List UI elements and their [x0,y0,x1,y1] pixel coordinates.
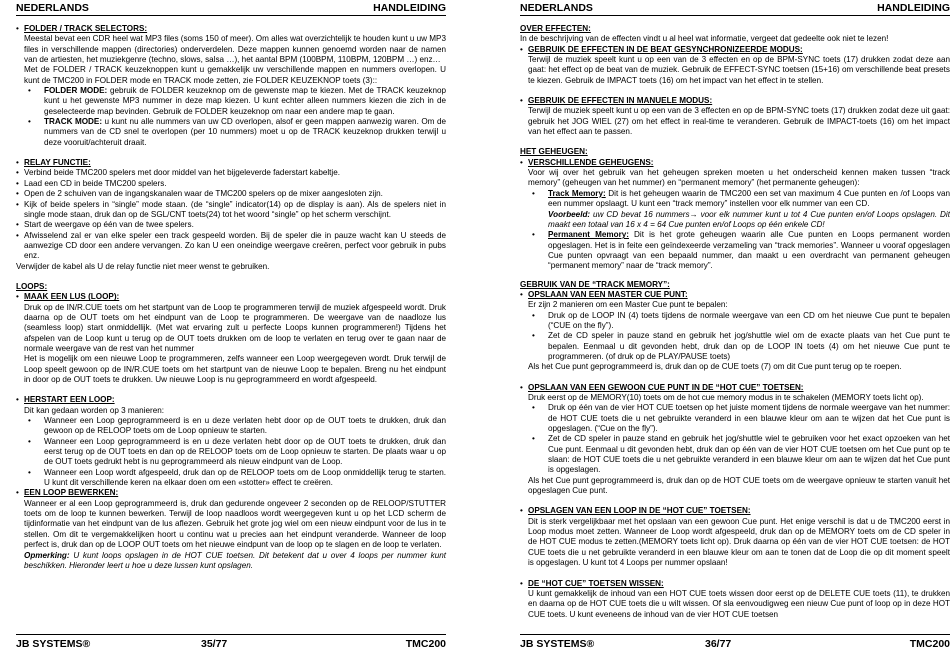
folder-paragraph: Meestal bevat een CDR heel wat MP3 files (soms 150 of meer). Om alles wat overzichtelijk te houden kunt u uw MP3 files in verschillende mappen (directories) onderverdelen. Deze mappen kunnen genoemd worden naar de namen van de artiesten, het muziekgenre (techno, slows, salsa …), het aantal BPM (100BPM, 110BPM, 120BPM …) enz… [24,34,446,65]
list-item: • Wanneer een Loop wordt afgespeeld, druk dan op de RELOOP toets om de Loop onmiddellijk terug te starten. U kunt dit verschillende keren na elkaar doen om een «stotter» effect te creëren. [16,468,446,489]
edit-loop-paragraph: Wanneer er al een Loop geprogrammeerd is, druk dan gedurende ongeveer 2 seconden op de RELOOP/STUTTER toets om de loop te kunnen bewerken. Terwijl de loop naadloos wordt weergegeven kunt u op het LCD scherm de tijdinformatie van het eindpunt van de lus aflezen. Gebruik het grote jog wiel om een nieuw eindpunt voor de lus in te stellen. Om dit te vergemakkelijken hoort u continu wat u precies aan het eindpunt veranderde. Wanneer de loop perfect is, druk dan op de LOOP OUT toets om het nieuwe eindpunt van de loop op te slagen en de loop te verlaten. [24,498,446,550]
restart-intro: Dit kan gedaan worden op 3 manieren: [24,405,165,415]
folder-heading: FOLDER / TRACK SELECTORS: [24,24,148,33]
header-language: NEDERLANDS [520,2,593,14]
list-item: • Wanneer een Loop geprogrammeerd is en u deze verlaten hebt door op de OUT toets te drukken, druk dan gewoon op de RELOOP toets om de Loop opnieuw te starten. [16,416,446,437]
page-content [520,24,950,620]
edit-loop-note: Opmerking: U kunt loops opslagen in de HOT CUE toetsen. Dit betekent dat u over 4 loops per nummer kunt beschikken. Hieronder leert u hoe u deze lussen kunt opslagen. [24,550,446,570]
list-item: • Permanent Memory: Dit is het grote geheugen waarin alle Cue punten en Loops permanent worden opgeslagen. Het is in feite een geïndexeerde verzameling van “track memories”. Wanneer u vooraf opgeslagen Cue punten opvraagt van een bepaald nummer, dan maakt u een overdracht van permanent geheugen “permanent memory” naar de “track memory”. [520,230,950,271]
list-item: • Druk op de LOOP IN (4) toets tijdens de normale weergave van een CD om het nieuwe Cue punt te bepalen (“CUE on the fly”). [520,311,950,332]
loop-save-heading: OPSLAGEN VAN EEN LOOP IN DE “HOT CUE” TOETSEN: [528,506,751,516]
page-footer [520,634,950,651]
effects-heading: OVER EFFECTEN: [520,24,591,33]
list-item: • Zet de CD speler in pauze stand en gebruik het jog/shuttle wiel te gebruiken voor het exact opzoeken van het Cue punt. Eenmaal u dit gevonden hebt, druk dan op één van de vier HOT CUE toetsen om het Cue punt op te slaan: de HOT CUE toets die u net gebruikte veranderd in een blauwe kleur om aan te wijzen dat het Cue punt is opgeslagen. [520,434,950,475]
footer-model: TMC200 [405,638,446,650]
page-header [16,2,446,16]
hot-cue-intro: Druk eerst op de MEMORY(10) toets om de hot cue memory modus in te schakelen (MEMORY toets licht op). [528,393,924,402]
manual-mode-text: Terwijl de muziek speelt kunt u op een van de 3 effecten en op de BPM-SYNC toets (17) drukken zodat deze uit gaat: gebruik het JOG WIEL (27) om het effect in real-time te veranderen. Gebruik de IMPACT-toets (16) om het impact van het effect aan te passen. [528,106,950,137]
clear-hot-cue-text: U kunt gemakkelijk de inhoud van een HOT CUE toets wissen door eerst op de DELETE CUE toets (11), te drukken en daarna op de HOT CUE toets die u wilt wissen. Of sla eenvoudigweg een nieuw Cue punt of loop op in deze HOT CUE toets. U kunt eveneens de inhoud van de vier HOT CUE toetsen [528,588,950,619]
master-cue-intro: Er zijn 2 manieren om een Master Cue punt te bepalen: [528,300,728,310]
list-item: • Laad een CD in beide TMC200 spelers. [16,179,446,189]
page-header [520,2,950,16]
header-title: HANDLEIDING [877,2,950,14]
memory-types-heading: VERSCHILLENDE GEHEUGENS: [528,157,654,167]
list-item: • FOLDER MODE: gebruik de FOLDER keuzeknop om de gewenste map te kiezen. Met de TRACK keuzeknop kunt u het gewenste MP3 nummer in deze map kiezen. U kunt echter alleen nummers kiezen die zich in de geselecteerde map bevinden. Gebruik de FOLDER keuzeknop om naar een andere map te gaan. [16,86,446,117]
master-cue-outro: Als het Cue punt geprogrammeerd is, druk dan op de CUE toets (7) om dit Cue punt terug op te roepen. [528,362,902,372]
header-title: HANDLEIDING [373,2,446,14]
list-item: • Start de weergave op één van de twee spelers. [16,220,446,230]
page-footer [16,634,446,651]
loops-heading: LOOPS: [16,281,48,291]
master-cue-heading: OPSLAAN VAN EEN MASTER CUE PUNT: [528,289,688,299]
beat-mode-heading: GEBRUIK DE EFFECTEN IN DE BEAT GESYNCHRONIZEERDE MODUS: [528,44,803,54]
effects-intro: In de beschrijving van de effecten vindt u al heel wat informatie, vergeet dat gedeelte ook niet te lezen! [520,34,889,44]
list-item: • Verbind beide TMC200 spelers met door middel van het bijgeleverde faderstart kabeltje. [16,168,446,178]
list-item: • Afwisselend zal er van elke speler een track gespeeld worden. Bij de speler die in pauze wacht kan U steeds de aanwezige CD door een andere vervangen. Zo kan U een oneindige weergave creëren, perfect voor gebruik in pubs enz. [16,231,446,262]
clear-hot-cue-heading: DE “HOT CUE” TOETSEN WISSEN: [528,578,664,588]
beat-mode-text: Terwijl de muziek speelt kunt u op een van de 3 effecten en op de BPM-SYNC toets (17) drukken zodat deze aan gaat: het effect op de beat van de muziek. Gebruik de EFFECT-SYNC toetsen (15+16) om verschillende beat presets te kiezen. Gebruik de IMPACT toets (16) om het impact van het effect in te stellen. [528,55,950,85]
make-loop-heading: MAAK EEN LUS (LOOP): [24,292,120,302]
relay-heading: RELAY FUNCTIE: [24,158,91,168]
restart-loop-heading: HERSTART EEN LOOP: [24,395,115,405]
list-item: • Track Memory: Dit is het geheugen waarin de TMC200 een set van maximum 4 Cue punten en /of Loops van een nummer opslaagt. U kunt een “track memory” instellen voor elk nummer van een CD. Voorbeeld: uw CD bevat 16 nummers→ voor elk nummer kunt u tot 4 Cue punten en/of Loops opslagen. Dit maakt een totaal van 16 x 4 = 64 Cue punten en/of Loops op één enkele CD! [520,189,950,230]
footer-brand: JB SYSTEMS® [520,638,595,650]
header-language: NEDERLANDS [16,2,89,14]
page-content [16,24,446,571]
folder-paragraph: Met de FOLDER / TRACK keuzeknoppen kunt u gemakkelijk uw verschillende mappen en nummers overlopen. U kunt de TMC200 in FOLDER mode en TRACK mode zetten, zie FOLDER KEUZEKNOP toets (3):: [24,65,446,85]
footer-brand: JB SYSTEMS® [16,638,91,650]
memory-types-intro: Voor wij over het gebruik van het geheugen spreken moeten u het onderscheid kennen maken tussen “track memory” (geheugen van het nummer) en “permanent memory” (het permanente geheugen): [528,168,950,188]
list-item: • Druk op één van de vier HOT CUE toetsen op het juiste moment tijdens de normale weergave van het nummer: de HOT CUE toets die u net gebruikte veranderd in een blauwe kleur om aan te wijzen dat het Cue punt is opgeslagen. (“Cue on the fly”). [520,403,950,434]
list-item: • Zet de CD speler in pauze stand en gebruik het jog/shuttle wiel om de exacte plaats van het Cue punt te bepalen. Eenmaal u dit gevonden hebt, druk dan op de LOOP IN toets (4) om het nieuwe Cue punt te programmeren. (of druk op de PLAY/PAUSE toets) [520,331,950,362]
track-memory-usage-heading: GEBRUIK VAN DE “TRACK MEMORY”: [520,279,670,289]
footer-model: TMC200 [909,638,950,650]
list-item: • Kijk of beide spelers in “single” mode staan. (de “single” indicator(14) op de display is aan). Als de spelers niet in single mode staan, druk dan op de SGL/CNT toets(24) tot het woord “single” op het scherm verschijnt. [16,200,446,221]
footer-page-number: 36/77 [705,638,732,650]
relay-note: Verwijder de kabel als U de relay functie niet meer wenst te gebruiken. [16,261,270,271]
hot-cue-outro: Als het Cue punt geprogrammeerd is, druk dan op de HOT CUE toets om de weergave opnieuw te starten vanuit het opgeslagen Cue punt. [528,475,950,496]
manual-mode-heading: GEBRUIK DE EFFECTEN IN MANUELE MODUS: [528,96,713,106]
list-item: • Open de 2 schuiven van de ingangskanalen waar de TMC200 spelers op de mixer aangesloten zijn. [16,189,446,199]
page-right [520,0,950,654]
loop-save-text: Dit is sterk vergelijkbaar met het opslaan van een gewoon Cue punt. Het enige verschil is dat u de TMC200 eerst in Loop modus moet zetten. Wanneer de Loop wordt afgespeeld, druk dan op de MEMORY toets om de CD speler in de HOT CUE modus te zetten.(MEMORY toets licht op). Druk daarna op één van de vier HOT CUE toetsen: de HOT CUE toets die u net gebruikte veranderd in een blauwe kleur om aan te tonen dat de Loop die op dit moment speelt is opgeslagen. U kunt tot 4 Loops per nummer opslaan! [528,516,950,568]
hot-cue-heading: OPSLAAN VAN EEN GEWOON CUE PUNT IN DE “HOT CUE” TOETSEN: [528,382,804,392]
footer-page-number: 35/77 [201,638,228,650]
memory-heading: HET GEHEUGEN: [520,147,588,157]
page-left [16,0,446,654]
list-item: • TRACK MODE: u kunt nu alle nummers van uw CD overlopen, alsof er geen mappen aanwezig waren. Om de nummers van de CD snel te overlopen (per 10 nummers) moet u op de TRACK keuzeknop drukken terwijl u deze vooruit/achteruit draait. [16,117,446,148]
loop-paragraph: Het is mogelijk om een nieuwe Loop te programmeren, zelfs wanneer een Loop weergegeven wordt. Druk terwijl de Loop speelt gewoon op de IN/R.CUE toets om het startpunt van de nieuwe Loop te bepalen. Breng nu het eindpunt in door op de OUT toets te drukken. Uw nieuwe Loop is nu geprogrammeerd en wordt afgespeeld. [24,354,446,384]
loop-paragraph: Druk op de IN/R.CUE toets om het startpunt van de Loop te programmeren terwijl de muziek afgespeeld wordt. Druk daarna op de OUT toets om het eindpunt van de Loop te programmeren. De weergave van de naadloze lus (seamless loop) start onmiddellijk. (Met wat ervaring zult u perfecte Loops kunnen programmeren!) Tijdens het afspelen van de Loop kunt u terug op de OUT toets drukken om de loop te verlaten en terug over te gaan naar de normale weergave van de rest van het nummer [24,302,446,353]
list-item: • Wanneer een Loop geprogrammeerd is en u deze verlaten hebt door op de OUT toets te drukken, druk dan eerst terug op de OUT toets en dan op de RELOOP toets om de Loop opnieuw te starten. De plaats waar u op de OUT toets gedrukt hebt is nu geprogrammeerd als nieuw eindpunt van de Loop. [16,437,446,468]
edit-loop-heading: EEN LOOP BEWERKEN: [24,488,119,498]
